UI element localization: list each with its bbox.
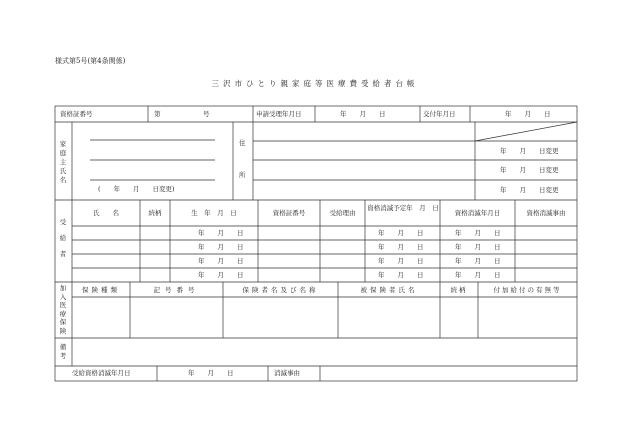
recipient-scheduled-2: 年 月 日 [378, 243, 424, 251]
recipient-lapse-3: 年 月 日 [455, 257, 501, 265]
address-label-2: 所 [239, 171, 246, 179]
header-birthdate: 生 年 月 日 [191, 209, 237, 217]
birth-change-blank: ( 年 月 日変更) [98, 185, 175, 193]
dai-label: 第 [154, 110, 161, 118]
header-lapse-date: 資格消滅年月日 [454, 209, 501, 217]
ins-header-type: 保険種類 [82, 286, 120, 294]
ins-header-symbol: 記号番号 [153, 286, 200, 294]
apply-date-value: 年 月 日 [340, 110, 386, 118]
recipient-lapse-4: 年 月 日 [455, 271, 501, 279]
recipient-scheduled-4: 年 月 日 [378, 271, 424, 279]
lapse-reason-label: 消滅事由 [274, 369, 300, 377]
form-number: 様式第5号(第4条関係) [55, 57, 126, 65]
recipient-birth-3: 年 月 日 [198, 257, 244, 265]
issue-date-label: 交付年月日 [423, 110, 456, 118]
ins-header-insured: 被保険者氏名 [360, 286, 418, 294]
recipient-lapse-2: 年 月 日 [455, 243, 501, 251]
householder-label: 家庭主氏名 [59, 140, 67, 184]
apply-date-label: 申請受理年月日 [256, 110, 302, 118]
header-reason: 受給理由 [329, 209, 356, 217]
cert-number-label: 資格証番号 [60, 110, 93, 118]
header-relation: 続柄 [148, 209, 162, 217]
go-label: 号 [203, 110, 210, 118]
remarks-label: 備考 [59, 343, 67, 360]
lapse-date-label: 受給資格消滅年月日 [72, 369, 131, 377]
recipient-scheduled-3: 年 月 日 [378, 257, 424, 265]
ins-header-insurer: 保険者名及び名称 [242, 286, 319, 294]
lapse-date-value: 年 月 日 [188, 369, 234, 377]
address-change-3: 年 月 日変更 [500, 186, 559, 194]
header-scheduled-lapse: 資格消滅予定年 月 日 [367, 204, 439, 212]
recipients-label: 受給者 [59, 218, 67, 258]
form-title: 三沢市ひとり親家庭等医療費受給者台帳 [211, 79, 419, 88]
address-change-2: 年 月 日変更 [500, 166, 559, 174]
ins-header-additional: 付加給付の有無等 [493, 286, 562, 294]
recipient-birth-2: 年 月 日 [198, 243, 244, 251]
header-lapse-reason: 資格消滅事由 [526, 209, 566, 217]
address-label-1: 住 [239, 139, 246, 147]
insurance-label: 加入医療保険 [59, 284, 67, 335]
issue-date-value: 年 月 日 [505, 110, 551, 118]
recipient-lapse-1: 年 月 日 [455, 229, 501, 237]
header-name: 氏 名 [93, 209, 119, 217]
recipient-scheduled-1: 年 月 日 [378, 229, 424, 237]
header-cert-number: 資格証番号 [272, 209, 306, 217]
address-change-1: 年 月 日変更 [500, 147, 559, 155]
recipient-birth-1: 年 月 日 [198, 229, 244, 237]
recipient-birth-4: 年 月 日 [198, 271, 244, 279]
ins-header-relation: 続柄 [450, 286, 468, 294]
